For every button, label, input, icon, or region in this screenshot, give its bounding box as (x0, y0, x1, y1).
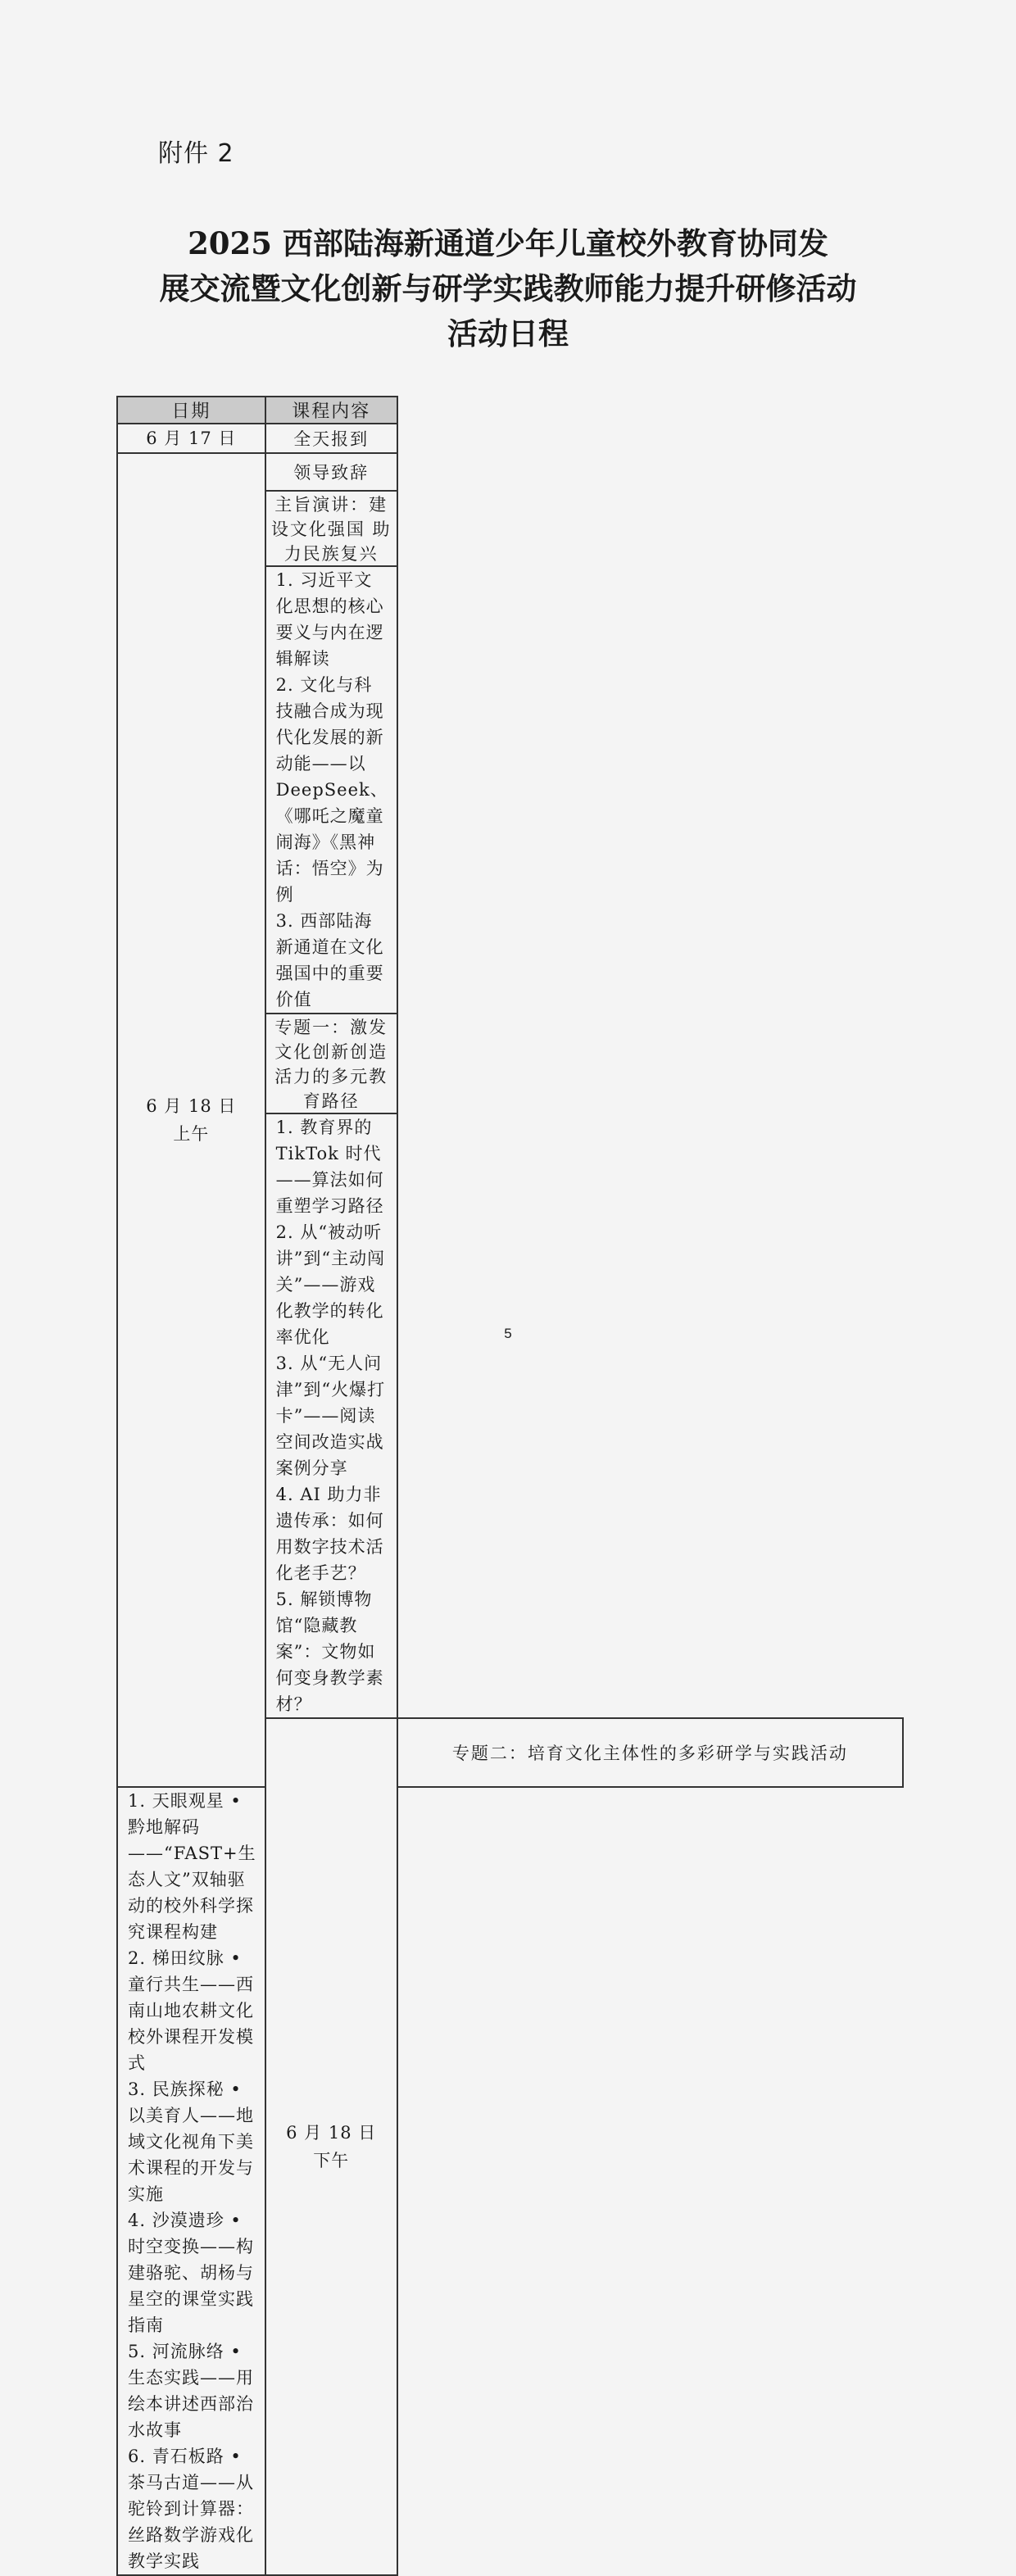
list-item: 6. 青石板路 • 茶马古道——从驼铃到计算器：丝路数学游戏化教学实践 (128, 2447, 254, 2571)
header-content: 课程内容 (265, 397, 397, 424)
list-item: 3. 从“无人问津”到“火爆打卡”——阅读空间改造实战案例分享 (275, 1354, 386, 1478)
list-item: 4. AI 助力非遗传承：如何用数字技术活化老手艺？ (275, 1485, 384, 1583)
list-item: 3. 民族探秘 • 以美育人——地域文化视角下美术课程的开发与实施 (128, 2079, 254, 2204)
list-item: 4. 沙漠遗珍 • 时空变换——构建骆驼、胡杨与星空的课堂实践指南 (128, 2211, 254, 2335)
list-item: 1. 习近平文化思想的核心要义与内在逻辑解读 (275, 570, 384, 669)
schedule-table (116, 396, 904, 2576)
morning-date-cell (117, 453, 265, 1787)
table-row (117, 424, 903, 453)
list-item: 2. 从“被动听讲”到“主动闯关”——游戏化教学的转化率优化 (275, 1222, 386, 1347)
list-item: 5. 河流脉络 • 生态实践——用绘本讲述西部治水故事 (128, 2342, 254, 2440)
list-item: 3. 西部陆海新通道在文化强国中的重要价值 (275, 911, 384, 1009)
morning-period: 上午 (173, 1124, 210, 1144)
title-line-2: 展交流暨文化创新与研学实践教师能力提升研修活动 (159, 270, 857, 306)
topic2-title: 专题二：培育文化主体性的多彩研学与实践活动 (397, 1718, 903, 1787)
page-number: 5 (504, 1326, 512, 1341)
title-line-1: 2025 西部陆海新通道少年儿童校外教育协同发 (188, 225, 828, 261)
table-header-row (117, 397, 903, 424)
list-item: 1. 教育界的 TikTok 时代——算法如何重塑学习路径 (275, 1118, 384, 1216)
topic1-title: 专题一：激发文化创新创造活力的多元教育路径 (265, 1014, 397, 1113)
list-item: 2. 文化与科技融合成为现代化发展的新动能——以 DeepSeek、《哪吒之魔童闹海》《黑神话：悟空》为例 (275, 675, 388, 905)
keynote-title: 主旨演讲：建设文化强国 助力民族复兴 (265, 491, 397, 566)
table-row (117, 453, 903, 491)
topic2-list (117, 1787, 265, 2575)
list-item: 2. 梯田纹脉 • 童行共生——西南山地农耕文化校外课程开发模式 (128, 1948, 254, 2073)
table-row (117, 1787, 903, 2575)
header-date: 日期 (117, 397, 265, 424)
topic1-list (265, 1113, 397, 1718)
list-item: 1. 天眼观星 • 黔地解码——“FAST+生态人文”双轴驱动的校外科学探究课程构建 (128, 1791, 256, 1942)
day1-content: 全天报到 (265, 424, 397, 453)
afternoon-date: 6 月 18 日 (286, 2123, 377, 2143)
list-item: 5. 解锁博物馆“隐藏教案”：文物如何变身教学素材？ (275, 1590, 384, 1714)
morning-date: 6 月 18 日 (146, 1096, 237, 1116)
welcome-speech: 领导致辞 (265, 453, 397, 491)
attachment-label: 附件 2 (158, 139, 234, 168)
afternoon-period: 下午 (313, 2151, 350, 2170)
title-line-3: 活动日程 (447, 315, 569, 351)
keynote-list (265, 566, 397, 1014)
day1-date: 6 月 17 日 (117, 424, 265, 453)
document-title (115, 221, 901, 356)
afternoon-date-cell (265, 1718, 397, 2575)
